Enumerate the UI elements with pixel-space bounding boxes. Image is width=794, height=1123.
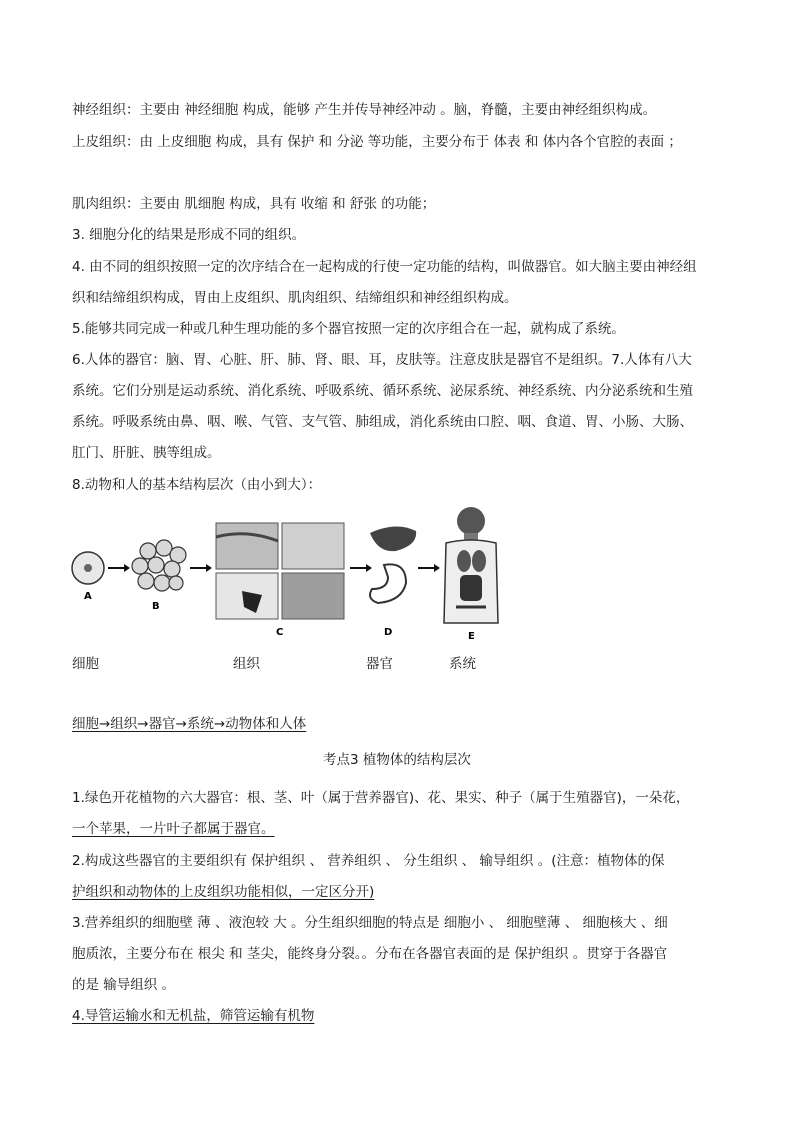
arrow-2 bbox=[190, 564, 212, 572]
structure-levels-figure bbox=[66, 503, 526, 643]
line-plant-3c: 的是 输导组织 。 bbox=[72, 977, 176, 993]
arrow-4 bbox=[418, 564, 440, 572]
line-point-5: 5.能够共同完成一种或几种生理功能的多个器官按照一定的次序组合在一起，就构成了系统。 bbox=[72, 321, 625, 337]
cell-cluster-drawing bbox=[132, 540, 186, 591]
line-nerve-tissue: 神经组织：主要由 神经细胞 构成，能够 产生并传导神经冲动 。脑，脊髓，主要由神经组织构成。 bbox=[72, 102, 657, 118]
line-plant-4: 4.导管运输水和无机盐，筛管运输有机物 bbox=[72, 1008, 315, 1024]
caption-system: 系统 bbox=[449, 656, 476, 672]
cell-drawing bbox=[72, 552, 104, 584]
line-point-3: 3. 细胞分化的结果是形成不同的组织。 bbox=[72, 227, 306, 243]
figure-label-d: D bbox=[384, 627, 393, 638]
arrow-1 bbox=[108, 564, 130, 572]
line-point-7a: 系统。它们分别是运动系统、消化系统、呼吸系统、循环系统、泌尿系统、神经系统、内分泌系统和生殖 bbox=[72, 383, 693, 399]
line-point-4b: 织和结缔组织构成，胃由上皮组织、肌肉组织、结缔组织和神经组织构成。 bbox=[72, 290, 518, 306]
line-muscle-tissue: 肌肉组织：主要由 肌细胞 构成，具有 收缩 和 舒张 的功能； bbox=[72, 196, 436, 212]
figure-label-a: A bbox=[84, 591, 92, 602]
organ-drawing bbox=[370, 526, 416, 603]
figure-label-c: C bbox=[276, 627, 284, 638]
line-point-7c: 肛门、肝脏、胰等组成。 bbox=[72, 445, 221, 461]
caption-cell: 细胞 bbox=[72, 656, 99, 672]
line-plant-3a: 3.营养组织的细胞壁 薄 、液泡较 大 。分生组织细胞的特点是 细胞小 、 细胞壁薄 、 细胞核大 、细 bbox=[72, 915, 668, 931]
caption-organ: 器官 bbox=[366, 656, 393, 672]
line-plant-3b: 胞质浓，主要分布在 根尖 和 茎尖，能终身分裂。。分布在各器官表面的是 保护组织 。贯穿于各器官 bbox=[72, 946, 668, 962]
tissue-drawing bbox=[216, 523, 344, 619]
section-heading: 考点3 植物体的结构层次 bbox=[323, 752, 471, 768]
line-epithelial-tissue: 上皮组织：由 上皮细胞 构成，具有 保护 和 分泌 等功能，主要分布于 体表 和 体内各个官腔的表面 ； bbox=[72, 134, 682, 150]
line-plant-1a: 1.绿色开花植物的六大器官：根、茎、叶（属于营养器官)、花、果实、种子（属于生殖器官)，一朵花， bbox=[72, 790, 690, 806]
line-plant-2b: 护组织和动物体的上皮组织功能相似，一定区分开) bbox=[72, 884, 375, 900]
line-point-7b: 系统。呼吸系统由鼻、咽、喉、气管、支气管、肺组成，消化系统由口腔、咽、食道、胃、小肠、大肠、 bbox=[72, 414, 693, 430]
line-point-6: 6.人体的器官：脑、胃、心脏、肝、肺、肾、眼、耳，皮肤等。注意皮肤是器官不是组织。7.人体有八大 bbox=[72, 352, 692, 368]
line-hierarchy-summary: 细胞→组织→器官→系统→动物体和人体 bbox=[72, 716, 307, 732]
figure-label-e: E bbox=[468, 631, 475, 642]
figure-label-b: B bbox=[152, 601, 160, 612]
human-system-drawing bbox=[444, 507, 498, 623]
line-point-8: 8.动物和人的基本结构层次（由小到大）： bbox=[72, 477, 322, 493]
arrow-3 bbox=[350, 564, 372, 572]
line-plant-2a: 2.构成这些器官的主要组织有 保护组织 、 营养组织 、 分生组织 、 输导组织 。(注意：植物体的保 bbox=[72, 853, 665, 869]
line-point-4a: 4. 由不同的组织按照一定的次序结合在一起构成的行使一定功能的结构，叫做器官。如大脑主要由神经组 bbox=[72, 259, 697, 275]
caption-tissue: 组织 bbox=[233, 656, 260, 672]
line-plant-1b: 一个苹果，一片叶子都属于器官。 bbox=[72, 821, 275, 837]
